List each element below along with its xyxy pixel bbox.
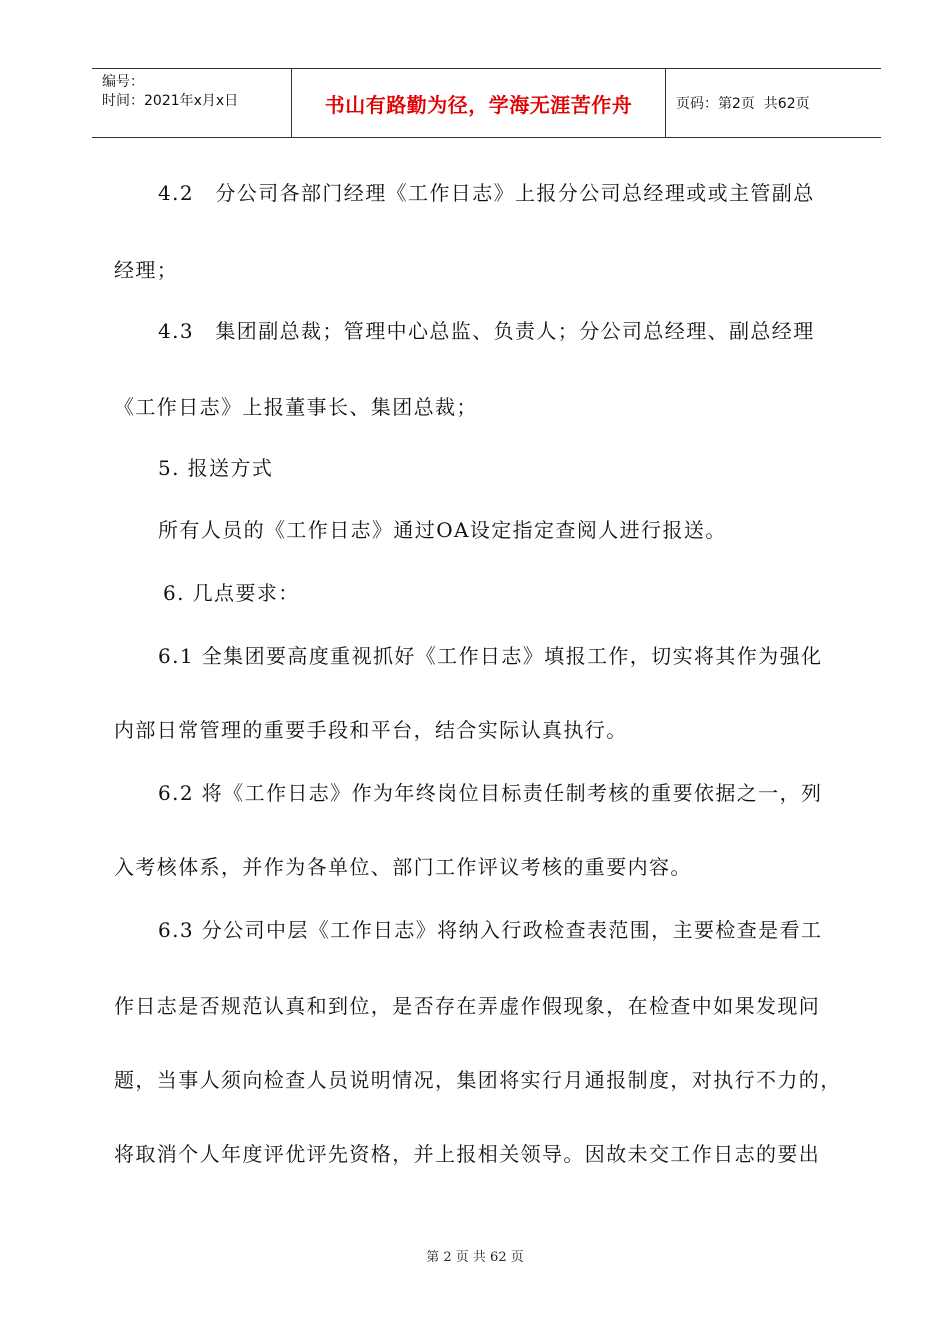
paragraph-line: 题，当事人须向检查人员说明情况，集团将实行月通报制度，对执行不力的， (114, 1068, 842, 1092)
document-time-label: 时间：2021年x月x日 (102, 93, 239, 109)
header-meta (92, 69, 292, 137)
paragraph-line: 内部日常管理的重要手段和平台，结合实际认真执行。 (114, 718, 628, 742)
paragraph-line: 作日志是否规范认真和到位，是否存在弄虚作假现象，在检查中如果发现问 (114, 994, 821, 1018)
paragraph-line: 6.1 全集团要高度重视抓好《工作日志》填报工作，切实将其作为强化 (158, 644, 823, 668)
paragraph-line: 所有人员的《工作日志》通过OA设定指定查阅人进行报送。 (158, 518, 727, 542)
paragraph-line: 入考核体系，并作为各单位、部门工作评议考核的重要内容。 (114, 855, 692, 879)
section-heading: 6. 几点要求： (163, 581, 300, 605)
page-footer: 第 2 页 共 62 页 (426, 1250, 524, 1265)
paragraph-line: 经理； (114, 258, 179, 282)
header-page-label: 页码：第2页 共62页 (676, 96, 810, 112)
paragraph-line: 《工作日志》上报董事长、集团总裁； (114, 395, 478, 419)
paragraph-line: 4.2 分公司各部门经理《工作日志》上报分公司总经理或或主管副总 (158, 181, 815, 205)
header-motto: 书山有路勤为径，学海无涯苦作舟 (292, 69, 666, 137)
paragraph-line: 6.3 分公司中层《工作日志》将纳入行政检查表范围，主要检查是看工 (158, 918, 823, 942)
paragraph-line: 6.2 将《工作日志》作为年终岗位目标责任制考核的重要依据之一，列 (158, 781, 823, 805)
paragraph-line: 将取消个人年度评优评先资格，并上报相关领导。因故未交工作日志的要出 (114, 1142, 821, 1166)
document-number-label: 编号： (102, 74, 144, 90)
header-page-info (666, 69, 881, 137)
paragraph-line: 4.3 集团副总裁；管理中心总监、负责人；分公司总经理、副总经理 (158, 319, 815, 343)
page-header (92, 68, 881, 138)
section-heading: 5. 报送方式 (158, 456, 274, 480)
